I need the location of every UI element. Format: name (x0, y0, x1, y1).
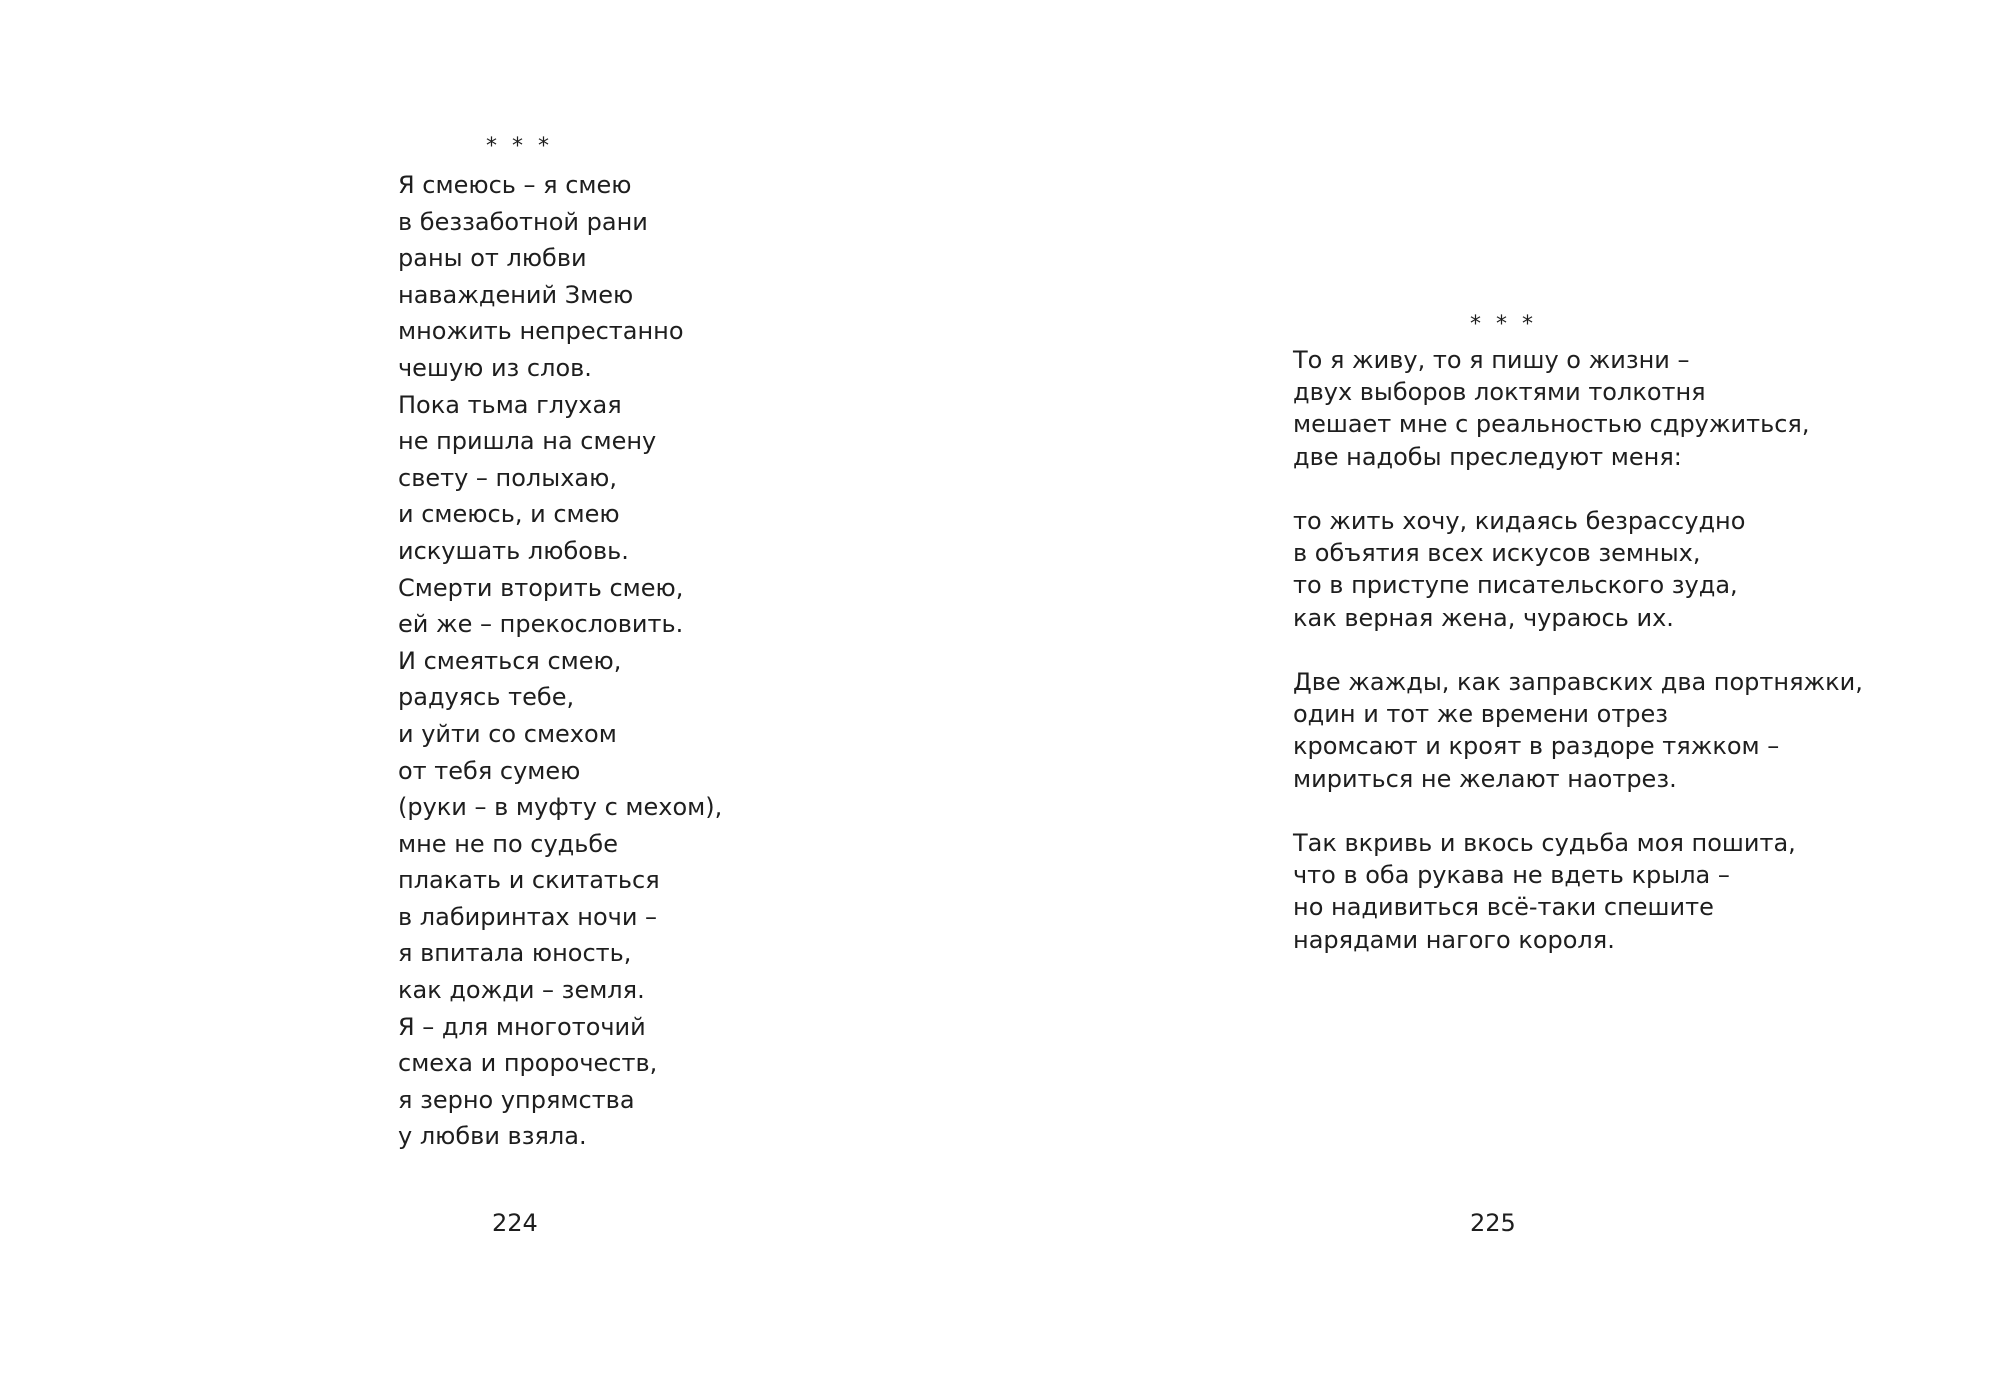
poem-line: То я живу, то я пишу о жизни – (1293, 346, 1690, 374)
poem-line: как дожди – земля. (398, 976, 645, 1005)
poem-line: один и тот же времени отрез (1293, 700, 1669, 729)
poem-line: в объятия всех искусов земных, (1293, 539, 1701, 568)
poem-line: множить непрестанно (398, 317, 684, 346)
poem-line: в лабиринтах ночи – (398, 902, 658, 931)
poem-line: двух выборов локтями толкотня (1293, 378, 1706, 407)
poem-line: не пришла на смену (398, 427, 657, 456)
poem-line: и смеюсь, и смею (398, 500, 620, 529)
poem-line: то жить хочу, кидаясь безрассудно (1293, 507, 1746, 535)
poem-line: И смеяться смею, (398, 646, 622, 675)
poem-line: свету – полыхаю, (398, 463, 617, 492)
poem-line: в беззаботной рани (398, 207, 648, 236)
poem-line: что в оба рукава не вдеть крыла – (1293, 861, 1730, 890)
poem-line: плакать и скитаться (398, 866, 660, 895)
poem-left (398, 167, 722, 1155)
poem-line: Две жажды, как заправских два портняжки, (1293, 668, 1863, 696)
poem-line: у любви взяла. (398, 1122, 587, 1151)
poem-line: Я смеюсь – я смею (398, 171, 632, 199)
poem-line: смеха и пророчеств, (398, 1049, 658, 1078)
poem-line: радуясь тебе, (398, 683, 575, 712)
poem-separator: * * * (486, 134, 553, 159)
poem-line: искушать любовь. (398, 536, 629, 565)
poem-line: наваждений Змею (398, 280, 634, 309)
poem-line: я зерно упрямства (398, 1085, 635, 1114)
poem-line: но надивиться всё-таки спешите (1293, 893, 1714, 922)
poem-line: чешую из слов. (398, 353, 592, 382)
poem-line: две надобы преследуют меня: (1293, 442, 1682, 471)
page-number: 225 (1470, 1209, 1516, 1237)
poem-line: кромсают и кроят в раздоре тяжком – (1293, 732, 1780, 761)
poem-line: мне не по судьбе (398, 829, 618, 858)
poem-separator: * * * (1470, 312, 1537, 337)
stanza-break (1293, 795, 1863, 827)
poem-line: Смерти вторить смею, (398, 573, 684, 602)
right-page (1004, 0, 2009, 1386)
poem-line: ей же – прекословить. (398, 610, 684, 639)
poem-line: мириться не желают наотрез. (1293, 764, 1677, 793)
poem-line: мешает мне с реальностью сдружиться, (1293, 410, 1810, 439)
poem-line: Пока тьма глухая (398, 390, 622, 419)
poem-line: я впитала юность, (398, 939, 632, 968)
left-page (0, 0, 1004, 1386)
poem-line: нарядами нагого короля. (1293, 925, 1615, 954)
poem-line: как верная жена, чураюсь их. (1293, 603, 1674, 632)
poem-line: и уйти со смехом (398, 719, 617, 748)
poem-line: (руки – в муфту с мехом), (398, 793, 723, 822)
poem-line: раны от любви (398, 244, 587, 273)
poem-line: Я – для многоточий (398, 1012, 646, 1041)
stanza-break (1293, 473, 1863, 505)
page-number: 224 (492, 1209, 538, 1237)
poem-right (1293, 344, 1863, 956)
stanza-break (1293, 634, 1863, 666)
poem-line: от тебя сумею (398, 756, 581, 785)
poem-line: Так вкривь и вкось судьба моя пошита, (1293, 829, 1796, 857)
poem-line: то в приступе писательского зуда, (1293, 571, 1738, 600)
